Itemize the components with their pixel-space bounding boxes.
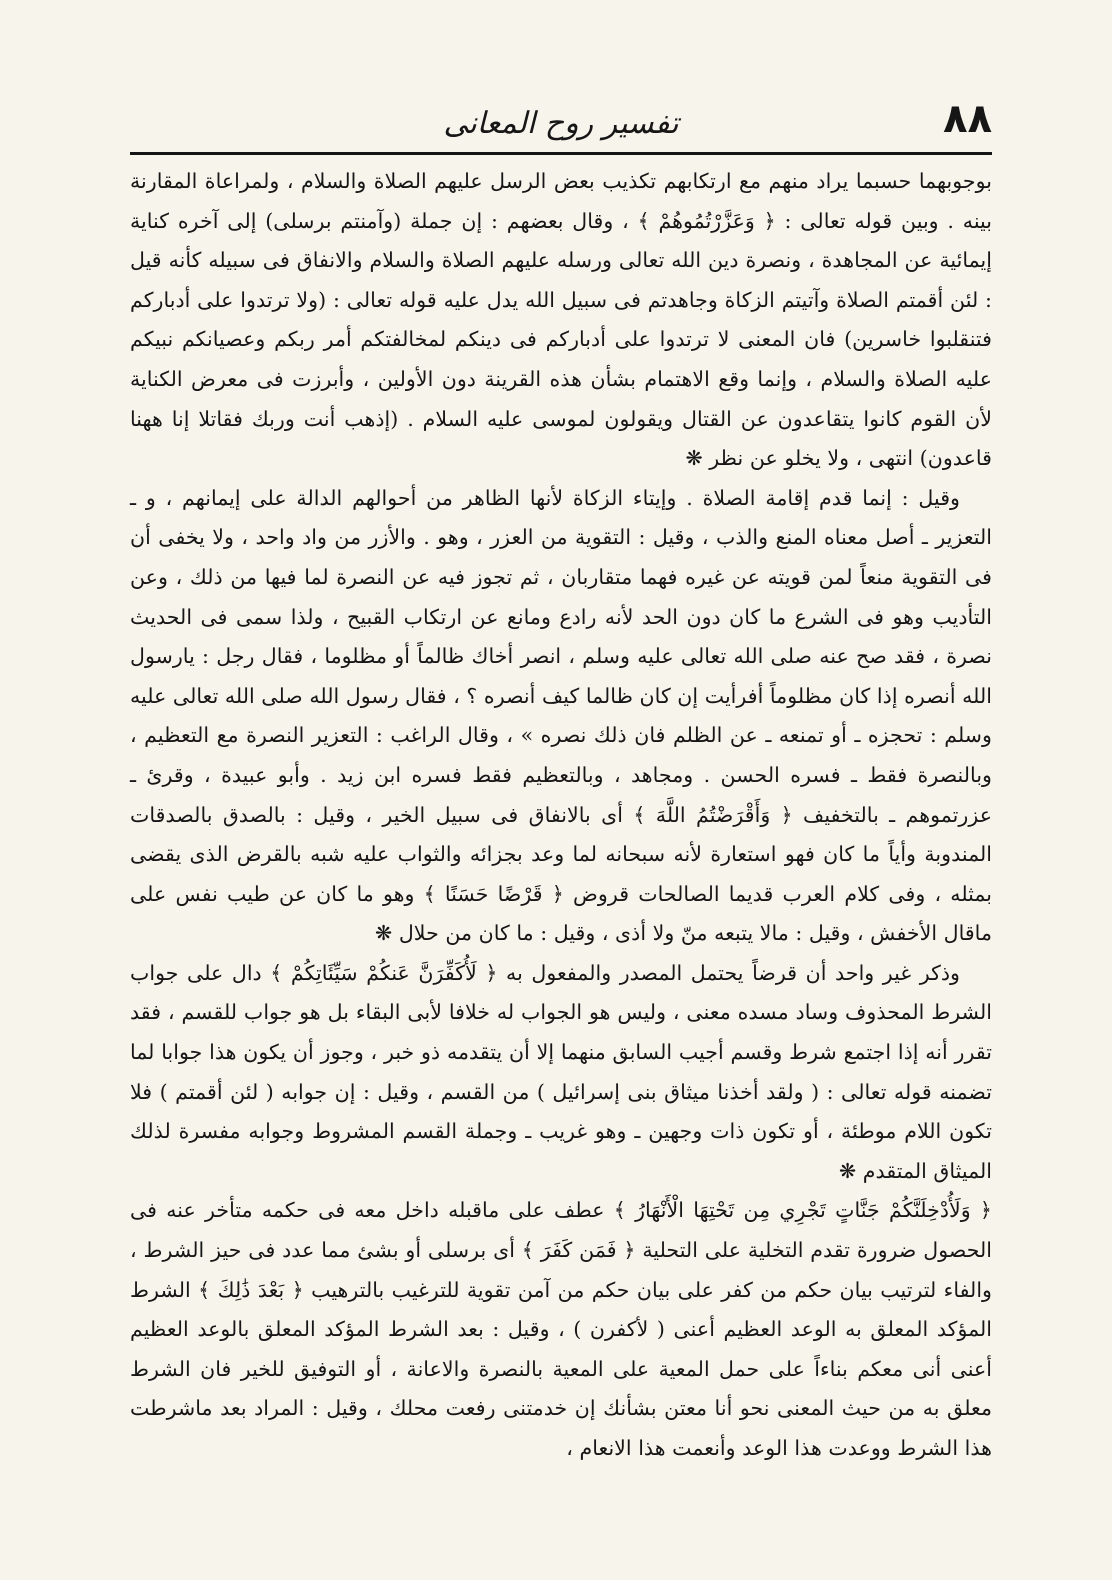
paragraph: وقيل : إنما قدم إقامة الصلاة . وإيتاء الزكاة لأنها الظاهر من أحوالهم الدالة على إيمانهم ، و ـ التعزير ـ أصل معناه المنع والذب ، وقيل : التقوية من العزر ، وهو . والأزر من واد واحد ، ولا يخفى أن فى التقوية منعاً لمن قويته عن غيره فهما متقاربان ، ثم تجوز فيه عن النصرة لما فيها من ذلك ، وعن التأديب وهو فى الشرع ما كان دون الحد لأنه رادع ومانع عن ارتكاب القبيح ، ولذا سمى فى الحديث نصرة ، فقد صح عنه صلى الله تعالى عليه وسلم ، انصر أخاك ظالماً أو مظلوما ، فقال رجل : يارسول الله أنصره إذا كان مظلوماً أفرأيت إن كان ظالما كيف أنصره ؟ ، فقال رسول الله صلى الله تعالى عليه وسلم : تحجزه ـ أو تمنعه ـ عن الظلم فان ذلك نصره » ، وقال الراغب : التعزير النصرة مع التعظيم ، وبالنصرة فقط ـ فسره الحسن . ومجاهد ، وبالتعظيم فقط فسره ابن زيد . وأبو عبيدة ، وقرئ ـ عزرتموهم ـ بالتخفيف ﴿ وَأَقْرَضْتُمُ اللَّهَ ﴾ أى بالانفاق فى سبيل الخير ، وقيل : بالصدق بالصدقات المندوبة وأياً ما كان فهو استعارة لأنه سبحانه لما وعد بجزائه والثواب عليه شبه بالقرض الذى يقضى بمثله ، وفى كلام العرب قديما الصالحات قروض ﴿ قَرْضًا حَسَنًا ﴾ وهو ما كان عن طيب نفس على ماقال الأخفش ، وقيل : مالا يتبعه منّ ولا أذى ، وقيل : ما كان من حلال ❋ bbox=[130, 485, 992, 946]
paragraph: بوجوبهما حسبما يراد منهم مع ارتكابهم تكذيب بعض الرسل عليهم الصلاة والسلام ، ولمراعاة المقارنة بينه . وبين قوله تعالى : ﴿ وَعَزَّرْتُمُوهُمْ ﴾ ، وقال بعضهم : إن جملة (وآمنتم برسلى) إلى آخره كناية إيمائية عن المجاهدة ، ونصرة دين الله تعالى ورسله عليهم الصلاة والسلام والانفاق فى سبيله كأنه قيل : لئن أقمتم الصلاة وآتيتم الزكاة وجاهدتم فى سبيل الله يدل عليه قوله تعالى : (ولا ترتدوا على أدباركم فتنقلبوا خاسرين) فان المعنى لا ترتدوا على أدباركم فى دينكم لمخالفتكم أمر ربكم وعصيانكم نبيكم عليه الصلاة والسلام ، وإنما وقع الاهتمام بشأن هذه القرينة دون الأولين ، وأبرزت فى معرض الكناية لأن القوم كانوا يتقاعدون عن القتال ويقولون لموسى عليه السلام . (إذهب أنت وربك فقاتلا إنا ههنا قاعدون) انتهى ، ولا يخلو عن نظر ❋ bbox=[130, 169, 992, 471]
page-header bbox=[130, 96, 992, 156]
body-text bbox=[130, 162, 992, 1469]
header-rule bbox=[130, 152, 992, 155]
page-number: ٨٨ bbox=[943, 96, 992, 142]
running-title: تفسير روح المعانى bbox=[443, 106, 679, 141]
paragraph: وذكر غير واحد أن قرضاً يحتمل المصدر والمفعول به ﴿ لَأُكَفِّرَنَّ عَنكُمْ سَيِّئَاتِكُمْ ﴾ دال على جواب الشرط المحذوف وساد مسده معنى ، وليس هو الجواب له خلافا لأبى البقاء بل هو جواب للقسم ، فقد تقرر أنه إذا اجتمع شرط وقسم أجيب السابق منهما إلا أن يتقدمه ذو خبر ، وجوز أن يكون هذا جوابا لما تضمنه قوله تعالى : ( ولقد أخذنا ميثاق بنى إسرائيل ) من القسم ، وقيل : إن جوابه ( لئن أقمتم ) فلا تكون اللام موطئة ، أو تكون ذات وجهين ـ وهو غريب ـ وجملة القسم المشروط وجوابه مفسرة لذلك الميثاق المتقدم ❋ bbox=[130, 960, 992, 1183]
paragraph: ﴿ وَلَأُدْخِلَنَّكُمْ جَنَّاتٍ تَجْرِي مِن تَحْتِهَا الْأَنْهَارُ ﴾ عطف على ماقبله داخل معه فى حكمه متأخر عنه فى الحصول ضرورة تقدم التخلية على التحلية ﴿ فَمَن كَفَرَ ﴾ أى برسلى أو بشئ مما عدد فى حيز الشرط ، والفاء لترتيب بيان حكم من كفر على بيان حكم من آمن تقوية للترغيب بالترهيب ﴿ بَعْدَ ذَٰلِكَ ﴾ الشرط المؤكد المعلق به الوعد العظيم أعنى ( لأكفرن ) ، وقيل : بعد الشرط المؤكد المعلق بالوعد العظيم أعنى أنى معكم بناءاً على حمل المعية على المعية بالنصرة والاعانة ، أو التوفيق للخير فان الشرط معلق به من حيث المعنى نحو أنا معتن بشأنك إن خدمتنى رفعت محلك ، وقيل : المراد بعد ماشرطت هذا الشرط ووعدت هذا الوعد وأنعمت هذا الانعام ، bbox=[130, 1198, 992, 1460]
